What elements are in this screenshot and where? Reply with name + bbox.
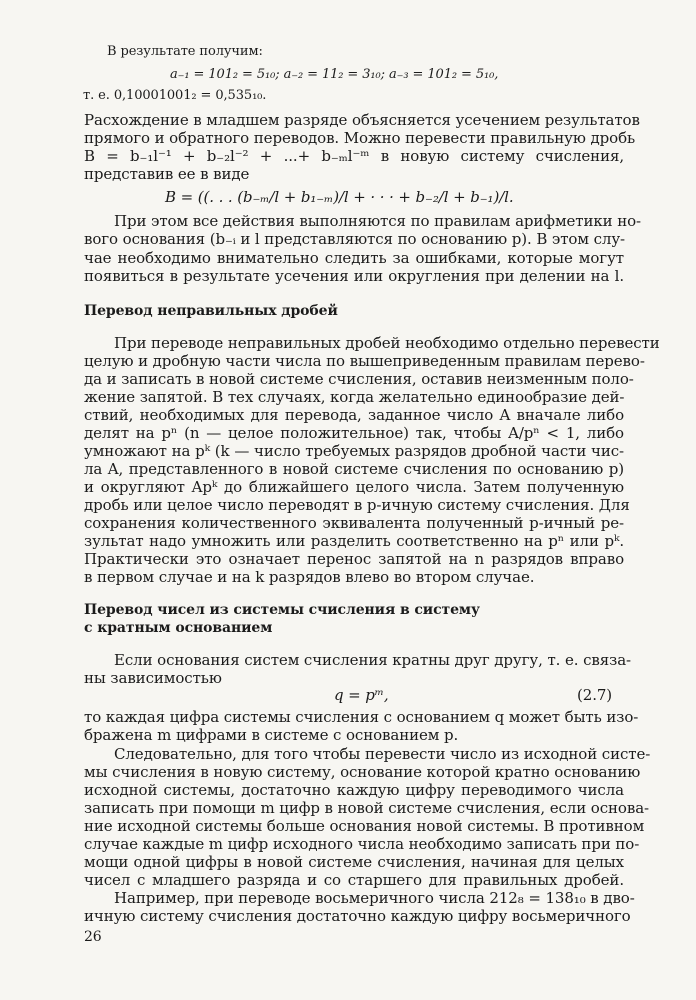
- paragraph-line: бражена m цифрами в системе с основанием p.: [84, 726, 459, 744]
- page-number: 26: [84, 929, 102, 945]
- paragraph-line: Если основания систем счисления кратны друг другу, т. е. связа-: [114, 651, 632, 669]
- paragraph-line: да и записать в новой системе счисления, оставив неизменным поло-: [84, 370, 634, 388]
- paragraph-line: Практически это означает перенос запятой на n разрядов вправо: [84, 550, 624, 568]
- formula-horner: B = ((. . . (b₋ₘ/l + b₁₋ₘ)/l + · · · + b₋₂/l + b₋₁)/l.: [165, 188, 514, 206]
- paragraph-line: появиться в результате усечения или округления при делении на l.: [84, 267, 624, 285]
- section-heading: Перевод неправильных дробей: [84, 303, 338, 319]
- formula-equation: q = pᵐ,: [334, 686, 389, 704]
- paragraph-line: чисел с младшего разряда и со старшего для правильных дробей.: [84, 871, 624, 889]
- paragraph-line: ичную систему счисления достаточно каждую цифру восьмеричного: [84, 907, 631, 925]
- paragraph-line: вого основания (b₋ᵢ и l представляются по основанию p). В этом слу-: [84, 230, 626, 248]
- paragraph-line: мощи одной цифры в новой системе счисления, начиная для целых: [84, 853, 624, 871]
- paragraph-line: умножают на pᵏ (k — число требуемых разрядов дробной части чис-: [84, 442, 624, 460]
- paragraph-line: представив ее в виде: [84, 165, 250, 183]
- paragraph-line: зультат надо умножить или разделить соответственно на pⁿ или pᵏ.: [84, 532, 624, 550]
- paragraph-line: ние исходной системы больше основания новой системы. В противном: [84, 817, 645, 835]
- paragraph-line: Например, при переводе восьмеричного числа 212₈ = 138₁₀ в дво-: [114, 889, 635, 907]
- formula-digits: a₋₁ = 101₂ = 5₁₀; a₋₂ = 11₂ = 3₁₀; a₋₃ = 101₂ = 5₁₀,: [170, 67, 499, 82]
- paragraph-line: и округляют Apᵏ до ближайшего целого числа. Затем полученную: [84, 478, 624, 496]
- paragraph-line: сохранения количественного эквивалента полученный p-ичный ре-: [84, 514, 624, 532]
- paragraph-line: в первом случае и на k разрядов влево во втором случае.: [84, 568, 535, 586]
- section-heading: с кратным основанием: [84, 620, 273, 636]
- paragraph-line: жение запятой. В тех случаях, когда желательно единообразие дей-: [84, 388, 625, 406]
- paragraph-line: то каждая цифра системы счисления с основанием q может быть изо-: [84, 708, 639, 726]
- intro-text: В результате получим:: [107, 44, 263, 59]
- equation-number: (2.7): [577, 686, 613, 704]
- formula-result: т. е. 0,10001001₂ = 0,535₁₀.: [83, 88, 267, 103]
- paragraph-line: ны зависимостью: [84, 669, 222, 687]
- section-heading: Перевод чисел из системы счисления в систему: [84, 602, 480, 618]
- paragraph-line: целую и дробную части числа по вышеприведенным правилам перево-: [84, 352, 645, 370]
- paragraph-line: мы счисления в новую систему, основание которой кратно основанию: [84, 763, 641, 781]
- paragraph-line: дробь или целое число переводят в p-ичную систему счисления. Для: [84, 496, 630, 514]
- paragraph-line: случае каждые m цифр исходного числа необходимо записать при по-: [84, 835, 640, 853]
- paragraph-line: B = b₋₁l⁻¹ + b₋₂l⁻² + ...+ b₋ₘl⁻ᵐ в новую систему счисления,: [84, 147, 624, 165]
- paragraph-line: записать при помощи m цифр в новой системе счисления, если основа-: [84, 799, 650, 817]
- paragraph-line: Расхождение в младшем разряде объясняется усечением результатов: [84, 111, 640, 129]
- paragraph-line: ла A, представленного в новой системе счисления по основанию p): [84, 460, 624, 478]
- paragraph-line: При этом все действия выполняются по правилам арифметики но-: [114, 212, 642, 230]
- paragraph-line: прямого и обратного переводов. Можно перевести правильную дробь: [84, 129, 636, 147]
- paragraph-line: Следовательно, для того чтобы перевести число из исходной систе-: [114, 745, 651, 763]
- paragraph-line: ствий, необходимых для перевода, заданное число A вначале либо: [84, 406, 624, 424]
- paragraph-line: чае необходимо внимательно следить за ошибками, которые могут: [84, 249, 624, 267]
- paragraph-line: делят на pⁿ (n — целое положительное) так, чтобы A/pⁿ < 1, либо: [84, 424, 624, 442]
- paragraph-line: При переводе неправильных дробей необходимо отдельно перевести: [114, 334, 660, 352]
- paragraph-line: исходной системы, достаточно каждую цифру переводимого числа: [84, 781, 624, 799]
